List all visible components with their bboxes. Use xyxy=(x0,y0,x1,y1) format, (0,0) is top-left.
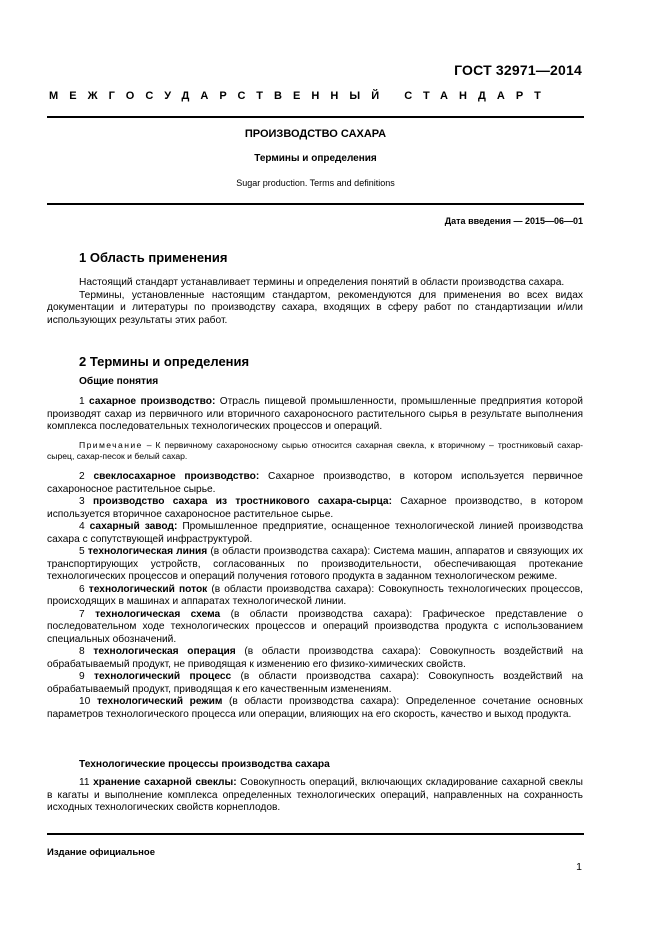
term-definition: Сахарное производство, в котором используется вторичное сахароносное растительное сырье. xyxy=(47,496,583,520)
general-concepts-heading: Общие понятия xyxy=(79,376,159,387)
term-definition: : Система машин, аппаратов и связующих их транспортирующих устройств, согласованных по производительности, обеспечивающая протекание технологических процессов и операций получения готового продукта в заданном технологическом режиме. xyxy=(47,546,583,582)
term-6: 6 технологический поток (в области производства сахара): Совокупность технологических процессов, происходящих в машинах и аппаратах технологической линии. xyxy=(47,583,583,607)
term-qualifier: (в области производства сахара) xyxy=(222,696,397,707)
term-name: сахарное производство: xyxy=(89,396,216,407)
paragraph: Термины, установленные настоящим стандартом, рекомендуются для применения во всех видах документации и литературы по производству сахара, входящих в сферу работ по стандартизации и/или использующих результаты этих работ. xyxy=(47,289,583,326)
paragraph: Настоящий стандарт устанавливает термины и определения понятий в области производства сахара. xyxy=(79,277,565,288)
term-qualifier: (в области производства сахара) xyxy=(207,546,368,557)
footer-rule xyxy=(47,833,584,835)
terms-2-10 xyxy=(47,471,583,721)
term-1: 1 сахарное производство: Отрасль пищевой промышленности, промышленные предприятия которой производят сахар из первичного или вторичного сахароносного растительного сырья в результате выполнения комплекса последовательных технологических процессов и операций. xyxy=(47,396,584,432)
note-text: – К первичному сахароносному сырью относится сахарная свекла, к вторичному – тростниковый сахар-сырец, сахар-песок и белый сахар. xyxy=(47,440,583,461)
interstate-standard-banner: МЕЖГОСУДАРСТВЕННЫЙ СТАНДАРТ xyxy=(49,90,552,102)
term-7: 7 технологическая схема (в области производства сахара): Графическое представление о последовательном ходе технологических процессов и операций производства продукта с использованием специальных обозначений. xyxy=(47,608,583,645)
term-name: технологическая схема xyxy=(95,608,221,620)
official-edition-label: Издание официальное xyxy=(47,847,155,858)
term-3: 3 производство сахара из тростникового сахара-сырца: Сахарное производство, в котором используется вторичное сахароносное растительное сырье. xyxy=(47,496,583,520)
term-name: технологическая линия xyxy=(87,546,208,557)
english-title: Sugar production. Terms and definitions xyxy=(236,178,395,188)
term-name: сахарный завод: xyxy=(89,521,178,532)
term-10: 10 технологический режим (в области производства сахара): Определенное сочетание основных параметров технологического процесса или операции, влияющих на его скорость, качество и выход продукта. xyxy=(47,696,584,720)
term-name: производство сахара из тростникового сахара-сырца: xyxy=(92,496,392,507)
term-definition: Совокупность операций, включающих складирование сахарной свеклы в кагаты и выполнение комплекса определенных технологических операций, направленных на сохранность исходных технологических свойств корнеплодов. xyxy=(47,777,583,813)
note xyxy=(47,440,583,462)
term-definition: Отрасль пищевой промышленности, промышленные предприятия которой производят сахар из первичного или вторичного сахароносного растительного сырья в результате выполнения комплекса последовательных технологических процессов и операций. xyxy=(47,396,584,432)
term-definition: : Графическое представление о последовательном ходе технологических процессов и операций производства продукта с использованием специальных обозначений. xyxy=(47,608,583,645)
header-rule xyxy=(47,116,584,118)
term-name: технологический поток xyxy=(88,583,208,595)
term-definition: : Определенное сочетание основных параметров технологического процесса или операции, влияющих на его скорость, качество и выход продукта. xyxy=(47,696,584,720)
document-subtitle: Термины и определения xyxy=(254,153,377,164)
title-rule xyxy=(47,203,584,205)
term-name: технологический режим xyxy=(96,696,223,707)
section-2-heading: 2 Термины и определения xyxy=(79,354,250,369)
document-title: ПРОИЗВОДСТВО САХАРА xyxy=(244,128,387,140)
term-8: 8 технологическая операция (в области производства сахара): Совокупность воздействий на обрабатываемый продукт, не приводящая к изменению его физико-химических свойств. xyxy=(47,646,583,670)
term-9: 9 технологический процесс (в области производства сахара): Совокупность воздействий на обрабатываемый продукт, приводящая к его качественным изменениям. xyxy=(47,671,583,695)
term-qualifier: (в области производства сахара) xyxy=(207,583,372,595)
processes-heading: Технологические процессы производства сахара xyxy=(79,759,330,770)
term-definition: : Совокупность технологических процессов, происходящих в машинах и аппаратах технологической линии. xyxy=(47,583,583,607)
term-qualifier: (в области производства сахара) xyxy=(231,671,417,682)
term-definition: : Совокупность воздействий на обрабатываемый продукт, приводящая к его качественным изменениям. xyxy=(47,671,583,695)
term-11: 11 хранение сахарной свеклы: Совокупность операций, включающих складирование сахарной свеклы в кагаты и выполнение комплекса определенных технологических операций, направленных на сохранность исходных технологических свойств корнеплодов. xyxy=(47,777,583,813)
term-4: 4 сахарный завод: Промышленное предприятие, оснащенное технологической линией производства сахара с сопутствующей инфраструктурой. xyxy=(47,521,583,545)
term-definition: Сахарное производство, в котором используется первичное сахароносное растительное сырье. xyxy=(47,471,583,495)
term-5: 5 технологическая линия (в области производства сахара): Система машин, аппаратов и связующих их транспортирующих устройств, согласованных по производительности, обеспечивающая протекание технологических процессов и операций получения готового продукта в заданном технологическом режиме. xyxy=(47,546,583,582)
note-label: Примечание xyxy=(79,440,143,450)
section-1-body xyxy=(47,277,583,327)
term-qualifier: (в области производства сахара) xyxy=(220,608,410,620)
term-name: технологическая операция xyxy=(93,646,236,657)
section-1-heading: 1 Область применения xyxy=(79,250,228,265)
term-definition: : Совокупность воздействий на обрабатываемый продукт, не приводящая к изменению его физико-химических свойств. xyxy=(47,646,583,670)
term-qualifier: (в области производства сахара) xyxy=(235,646,419,657)
page-number: 1 xyxy=(576,861,582,873)
term-2: 2 свеклосахарное производство: Сахарное производство, в котором используется первичное сахароносное растительное сырье. xyxy=(47,471,583,495)
term-name: хранение сахарной свеклы: xyxy=(93,777,237,788)
term-name: свеклосахарное производство: xyxy=(93,471,260,482)
term-name: технологический процесс xyxy=(94,671,232,682)
gost-number: ГОСТ 32971—2014 xyxy=(454,62,582,78)
introduction-date: Дата введения — 2015—06—01 xyxy=(444,216,583,226)
term-definition: Промышленное предприятие, оснащенное технологической линией производства сахара с сопутствующей инфраструктурой. xyxy=(47,521,583,545)
